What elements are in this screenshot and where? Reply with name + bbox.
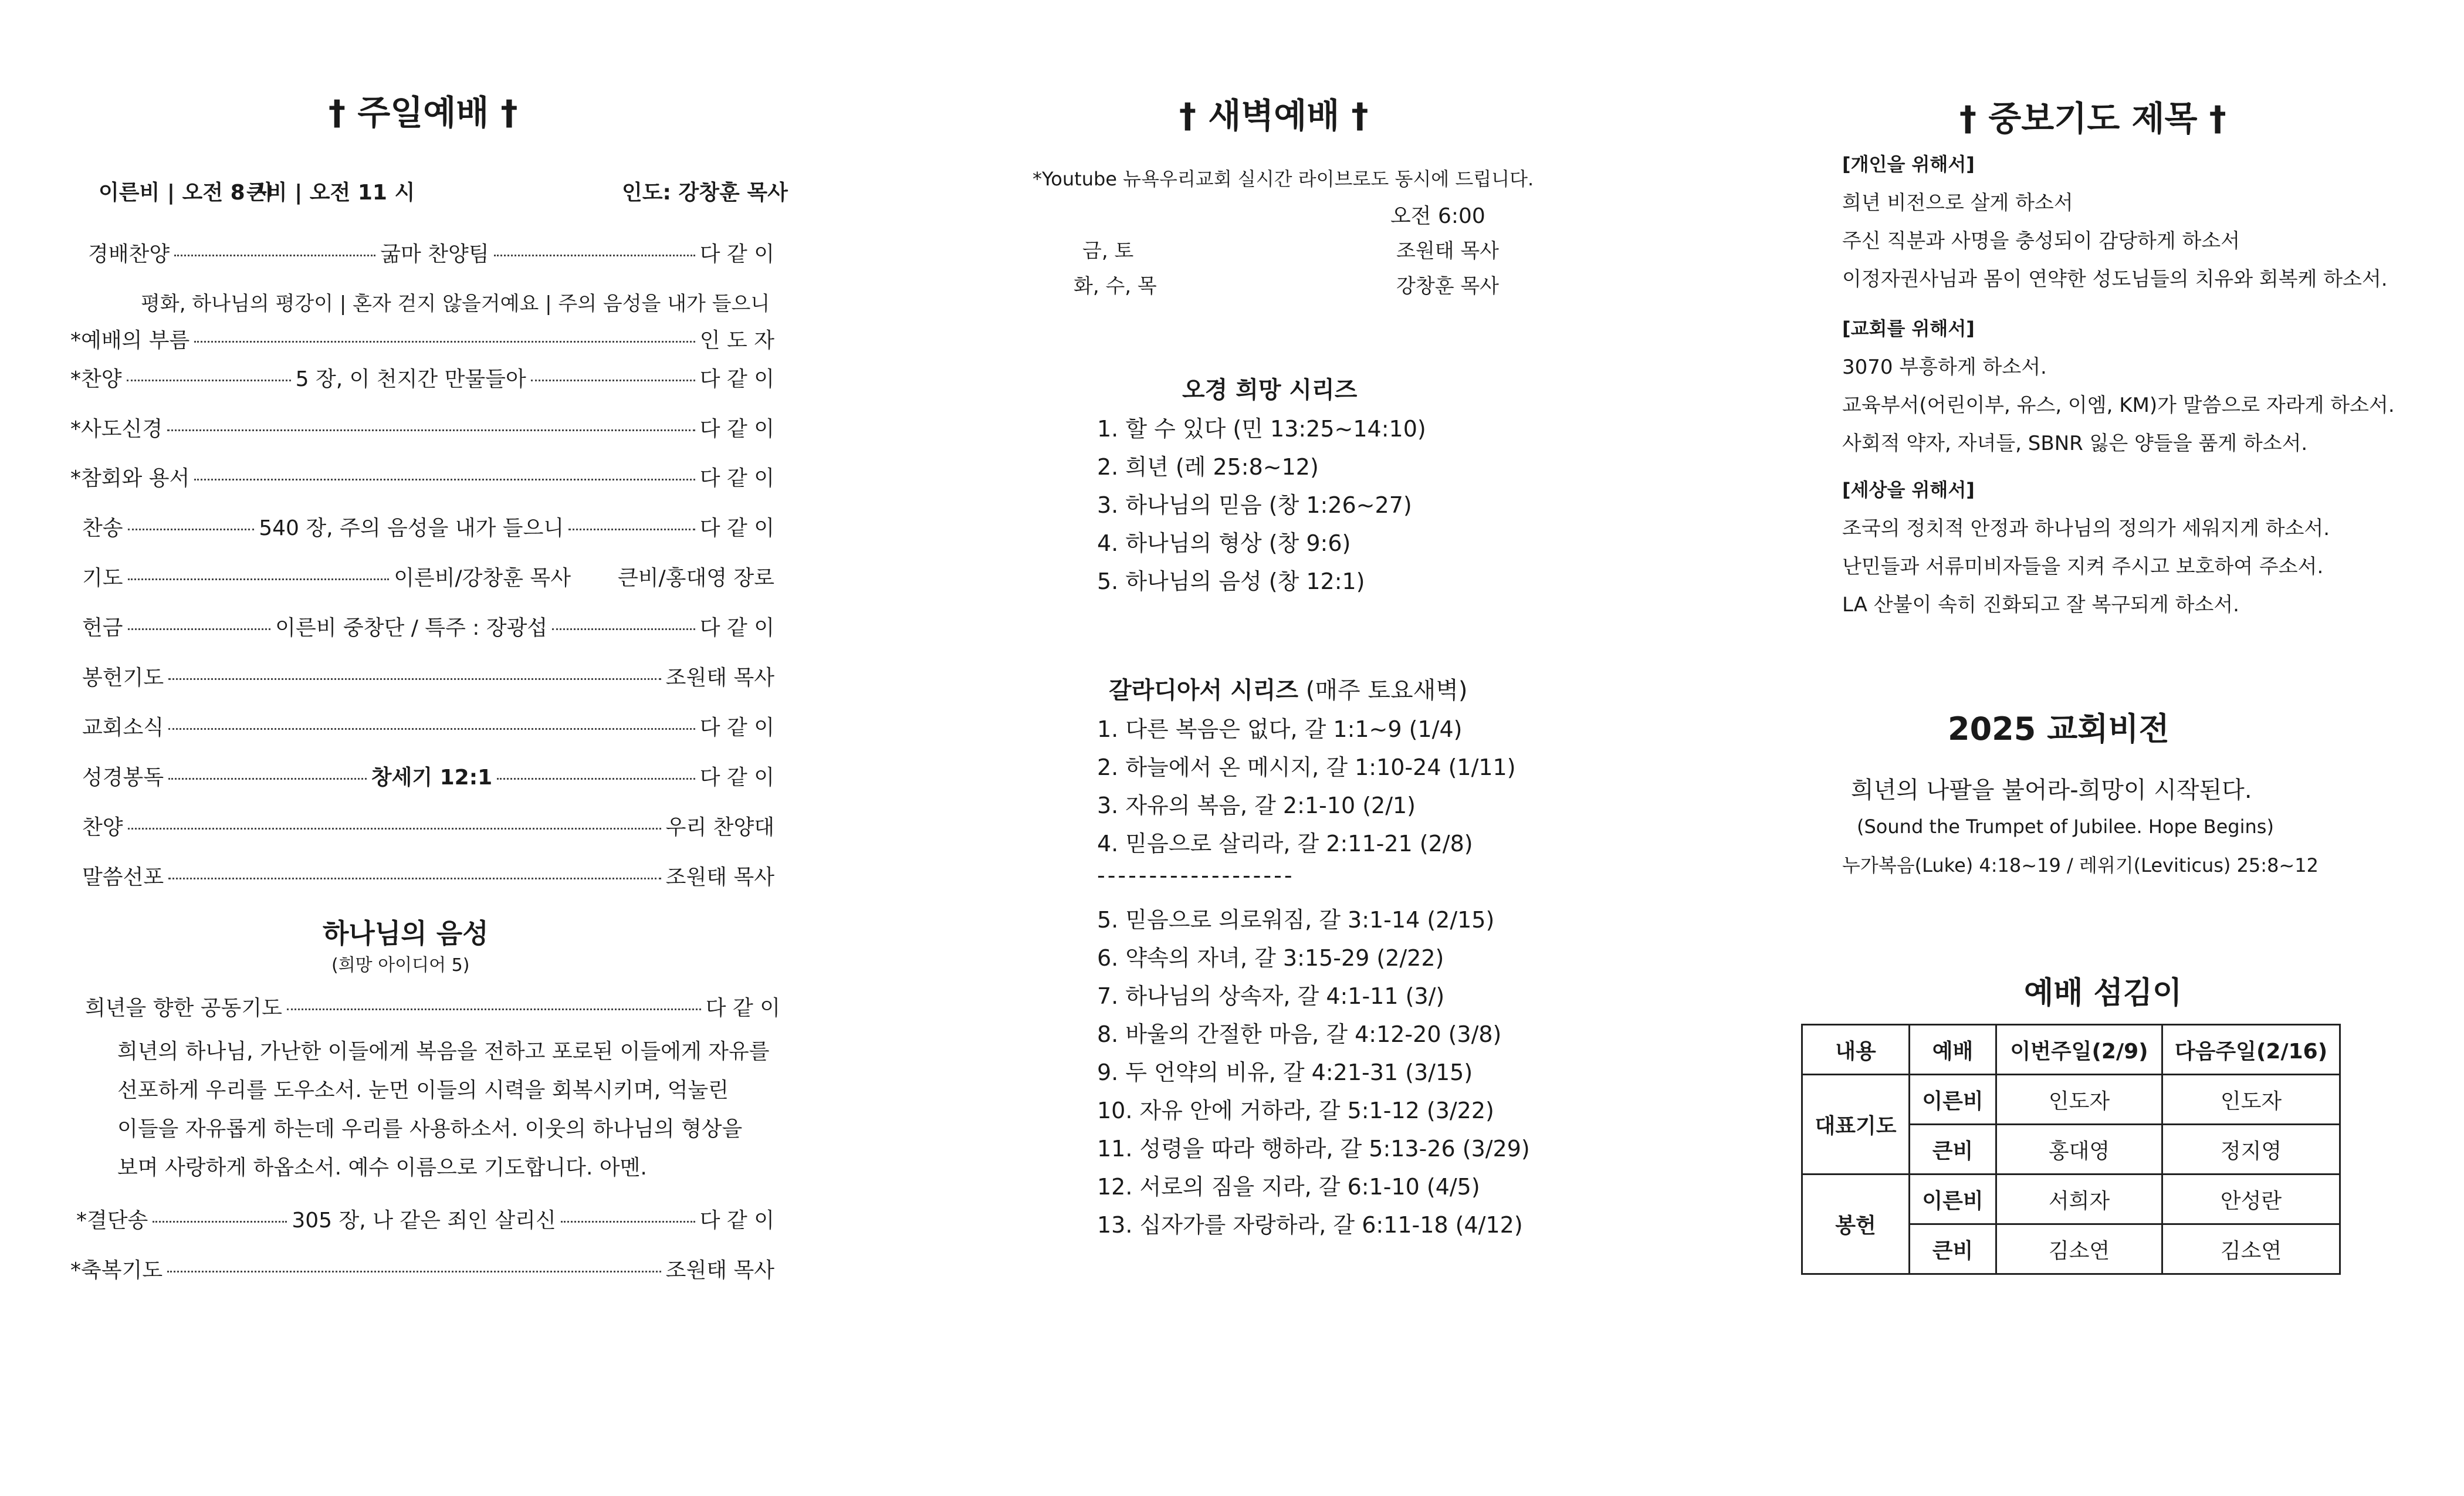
series-item: 7. 하나님의 상속자, 갈 4:1-11 (3/) <box>1097 983 1445 1009</box>
prayer-line: 보며 사랑하게 하옵소서. 예수 이름으로 기도합니다. 아멘. <box>117 1156 647 1180</box>
intercession-item: 조국의 정치적 안정과 하나님의 정의가 세워지게 하소서. <box>1842 517 2330 540</box>
dot-leader <box>497 778 695 780</box>
dawn-time: 오전 6:00 <box>1390 204 1485 228</box>
program-by: 다 같 이 <box>699 766 775 790</box>
series-item: 11. 성령을 따라 행하라, 갈 5:13-26 (3/29) <box>1097 1136 1530 1162</box>
dot-leader <box>494 255 695 256</box>
dot-leader <box>128 529 255 530</box>
hope-series-title: 오경 희망 시리즈 <box>1182 377 1358 404</box>
dawn-days: 금, 토 <box>1082 239 1134 263</box>
sunday-times-early: 이른비 | 오전 8 시 <box>99 181 273 205</box>
program-by: 다 같 이 <box>699 417 774 441</box>
series-item: 1. 다른 복음은 없다, 갈 1:1~9 (1/4) <box>1097 716 1463 742</box>
program-row <box>76 1204 774 1233</box>
program-label: 헌금 <box>82 616 123 640</box>
series-separator: ------------------- <box>1097 862 1295 888</box>
program-by: 조원태 목사 <box>665 865 774 889</box>
program-row <box>70 324 774 353</box>
program-label: 봉헌기도 <box>82 666 164 690</box>
dot-leader <box>167 429 695 431</box>
program-label: 찬양 <box>82 815 123 840</box>
next-week-cell: 김소연 <box>2162 1224 2340 1274</box>
program-label: 성경봉독 <box>82 766 164 790</box>
vision-scripture: 누가복음(Luke) 4:18~19 / 레위기(Leviticus) 25:8~12 <box>1842 854 2319 876</box>
program-row <box>82 761 774 790</box>
program-detail: 이른비/강창훈 목사 <box>394 566 571 590</box>
program-label: 말씀선포 <box>82 865 164 889</box>
program-row <box>82 711 774 740</box>
group-cell: 봉헌 <box>1802 1175 1910 1274</box>
intercession-group-head: [교회를 위해서] <box>1842 317 1975 340</box>
dot-leader <box>168 728 695 730</box>
program-by: 다 같 이 <box>699 1209 774 1233</box>
dot-leader <box>168 778 367 780</box>
intercession-item: 주신 직분과 사명을 충성되이 감당하게 하소서 <box>1842 229 2240 253</box>
group-cell: 대표기도 <box>1802 1075 1910 1175</box>
prayer-line: 희년의 하나님, 가난한 이들에게 복음을 전하고 포로된 이들에게 자유를 <box>117 1040 770 1064</box>
series-item: 13. 십자가를 자랑하라, 갈 6:11-18 (4/12) <box>1097 1212 1523 1238</box>
intercession-item: LA 산불이 속히 진화되고 잘 복구되게 하소서. <box>1842 593 2239 617</box>
next-week-cell: 인도자 <box>2162 1075 2340 1125</box>
galatians-series-sub: (매주 토요새벽) <box>1305 677 1468 704</box>
program-by: 인 도 자 <box>699 329 774 353</box>
table-header: 다음주일(2/16) <box>2162 1025 2340 1075</box>
intercession-group-head: [개인을 위해서] <box>1842 153 1975 175</box>
intercession-item: 3070 부흥하게 하소서. <box>1842 356 2047 379</box>
this-week-cell: 김소연 <box>1996 1224 2162 1274</box>
program-detail: 창세기 12:1 <box>371 766 493 790</box>
sunday-leader: 인도: 강창훈 목사 <box>622 181 788 205</box>
program-row <box>70 462 774 491</box>
program-detail: 5 장, 이 천지간 만물들아 <box>295 367 526 391</box>
program-detail: 굶마 찬양팀 <box>380 242 489 266</box>
series-item: 12. 서로의 짐을 지라, 갈 6:1-10 (4/5) <box>1097 1174 1480 1200</box>
dot-leader <box>128 578 390 580</box>
sunday-times-main: 큰비 | 오전 11 시 <box>246 181 415 205</box>
common-prayer-text <box>117 1033 810 1187</box>
series-item: 2. 하늘에서 온 메시지, 갈 1:10-24 (1/11) <box>1097 754 1516 780</box>
vision-english: (Sound the Trumpet of Jubilee. Hope Begins) <box>1857 815 2274 838</box>
program-by: 다 같 이 <box>705 996 780 1020</box>
program-label: *예배의 부름 <box>70 329 190 353</box>
common-prayer-row <box>85 991 780 1021</box>
program-by: 다 같 이 <box>699 616 775 640</box>
next-week-cell: 안성란 <box>2162 1175 2340 1224</box>
vision-title: 2025 교회비전 <box>1948 710 2169 747</box>
series-item: 1. 할 수 있다 (민 13:25~14:10) <box>1097 416 1426 442</box>
servers-table <box>1801 1024 2341 1275</box>
program-label: 찬송 <box>82 516 123 540</box>
series-item: 8. 바울의 간절한 마음, 갈 4:12-20 (3/8) <box>1097 1021 1502 1047</box>
program-row <box>82 811 774 840</box>
dawn-title: † 새벽예배 † <box>1179 96 1369 136</box>
intercession-title: † 중보기도 제목 † <box>1959 99 2226 138</box>
dot-leader <box>168 678 661 680</box>
prayer-line: 선포하게 우리를 도우소서. 눈먼 이들의 시력을 회복시키며, 억눌린 <box>117 1078 729 1102</box>
series-item: 5. 하나님의 음성 (창 12:1) <box>1097 568 1365 594</box>
voice-title: 하나님의 음성 <box>323 918 489 949</box>
intercession-item: 희년 비전으로 살게 하소서 <box>1842 191 2073 215</box>
program-by: 다 같 이 <box>699 242 774 266</box>
service-cell: 이른비 <box>1910 1075 1996 1125</box>
intercession-item: 난민들과 서류미비자들을 지켜 주시고 보호하여 주소서. <box>1842 555 2324 578</box>
program-label: 희년을 향한 공동기도 <box>85 996 282 1020</box>
program-by: 다 같 이 <box>699 466 774 490</box>
dot-leader <box>174 255 375 256</box>
intercession-item: 교육부서(어린이부, 유스, 이엠, KM)가 말씀으로 자라게 하소서. <box>1842 394 2395 417</box>
opening-songs: 평화, 하나님의 평강이 | 혼자 걷지 않을거예요 | 주의 음성을 내가 들으니 <box>141 292 770 316</box>
dot-leader <box>168 878 661 879</box>
dot-leader <box>153 1221 287 1223</box>
voice-subtitle: (희망 아이디어 5) <box>331 955 470 976</box>
program-row <box>82 611 774 641</box>
dot-leader <box>561 1221 695 1223</box>
galatians-series-heading <box>1109 672 1468 705</box>
program-row <box>88 238 774 267</box>
program-by: 우리 찬양대 <box>665 815 774 840</box>
series-item: 4. 믿음으로 살리라, 갈 2:11-21 (2/8) <box>1097 831 1473 857</box>
galatians-series-title: 갈라디아서 시리즈 <box>1109 677 1299 704</box>
series-item: 2. 희년 (레 25:8~12) <box>1097 454 1319 480</box>
program-by: 다 같 이 <box>699 367 775 391</box>
dawn-days: 화, 수, 목 <box>1074 275 1157 298</box>
series-item: 3. 자유의 복음, 갈 2:1-10 (2/1) <box>1097 793 1416 818</box>
series-item: 6. 약속의 자녀, 갈 3:15-29 (2/22) <box>1097 945 1444 971</box>
intercession-group-head: [세상을 위해서] <box>1842 479 1975 501</box>
intercession-item: 이정자권사님과 몸이 연약한 성도님들의 치유와 회복케 하소서. <box>1842 268 2388 291</box>
dot-leader <box>552 628 695 630</box>
table-header: 내용 <box>1802 1025 1910 1075</box>
program-detail: 540 장, 주의 음성을 내가 들으니 <box>259 516 564 540</box>
table-header-row <box>1802 1025 2340 1075</box>
prayer-line: 이들을 자유롭게 하는데 우리를 사용하소서. 이웃의 하나님의 형상을 <box>117 1117 743 1141</box>
series-item: 9. 두 언약의 비유, 갈 4:21-31 (3/15) <box>1097 1060 1473 1085</box>
next-week-cell: 정지영 <box>2162 1125 2340 1175</box>
vision-slogan: 희년의 나팔을 불어라-희망이 시작된다. <box>1851 777 2252 804</box>
program-row <box>70 1254 774 1283</box>
program-by: 다 같 이 <box>699 716 774 740</box>
table-row <box>1802 1075 2340 1125</box>
dot-leader <box>128 628 271 630</box>
dot-leader <box>128 828 661 830</box>
program-label: *축복기도 <box>70 1258 163 1282</box>
youtube-note: *Youtube 뉴욕우리교회 실시간 라이브로도 동시에 드립니다. <box>1033 168 1534 190</box>
service-cell: 큰비 <box>1910 1224 1996 1274</box>
program-detail: 305 장, 나 같은 죄인 살리신 <box>292 1209 556 1233</box>
program-row <box>82 512 774 541</box>
dot-leader <box>194 479 695 480</box>
program-by: 조원태 목사 <box>665 1258 774 1282</box>
dot-leader <box>287 1008 701 1010</box>
intercession-item: 사회적 약자, 자녀들, SBNR 잃은 양들을 품게 하소서. <box>1842 432 2308 455</box>
series-item: 3. 하나님의 믿음 (창 1:26~27) <box>1097 492 1412 518</box>
dot-leader <box>568 529 695 530</box>
program-label: *참회와 용서 <box>70 466 190 490</box>
dot-leader <box>194 341 695 343</box>
program-label: *결단송 <box>76 1209 148 1233</box>
service-cell: 이른비 <box>1910 1175 1996 1224</box>
program-label: 기도 <box>82 566 123 590</box>
series-item: 4. 하나님의 형상 (창 9:6) <box>1097 530 1351 556</box>
program-label: *사도신경 <box>70 417 163 441</box>
dawn-preacher: 강창훈 목사 <box>1396 275 1500 298</box>
series-item: 10. 자유 안에 거하라, 갈 5:1-12 (3/22) <box>1097 1098 1494 1123</box>
program-row <box>70 412 774 442</box>
this-week-cell: 홍대영 <box>1996 1125 2162 1175</box>
dawn-preacher: 조원태 목사 <box>1396 239 1500 263</box>
program-by: 다 같 이 <box>699 516 775 540</box>
program-by: 큰비/홍대영 장로 <box>617 566 774 590</box>
series-item: 5. 믿음으로 의로워짐, 갈 3:1-14 (2/15) <box>1097 907 1495 933</box>
program-label: 경배찬양 <box>88 242 170 266</box>
program-row <box>70 363 774 392</box>
dot-leader <box>127 380 291 381</box>
table-row <box>1802 1175 2340 1224</box>
this-week-cell: 인도자 <box>1996 1075 2162 1125</box>
program-label: 교회소식 <box>82 716 164 740</box>
dot-leader <box>531 380 695 381</box>
servers-title: 예배 섬김이 <box>2024 976 2182 1011</box>
program-row <box>82 861 774 890</box>
table-header: 이번주일(2/9) <box>1996 1025 2162 1075</box>
program-by: 조원태 목사 <box>665 666 774 690</box>
program-label: *찬양 <box>70 367 122 391</box>
service-cell: 큰비 <box>1910 1125 1996 1175</box>
program-detail: 이른비 중창단 / 특주 : 장광섭 <box>275 616 548 640</box>
table-header: 예배 <box>1910 1025 1996 1075</box>
program-row <box>82 561 774 591</box>
dot-leader <box>167 1271 661 1272</box>
this-week-cell: 서희자 <box>1996 1175 2162 1224</box>
sunday-title: † 주일예배 † <box>329 93 518 133</box>
program-row <box>82 661 774 691</box>
